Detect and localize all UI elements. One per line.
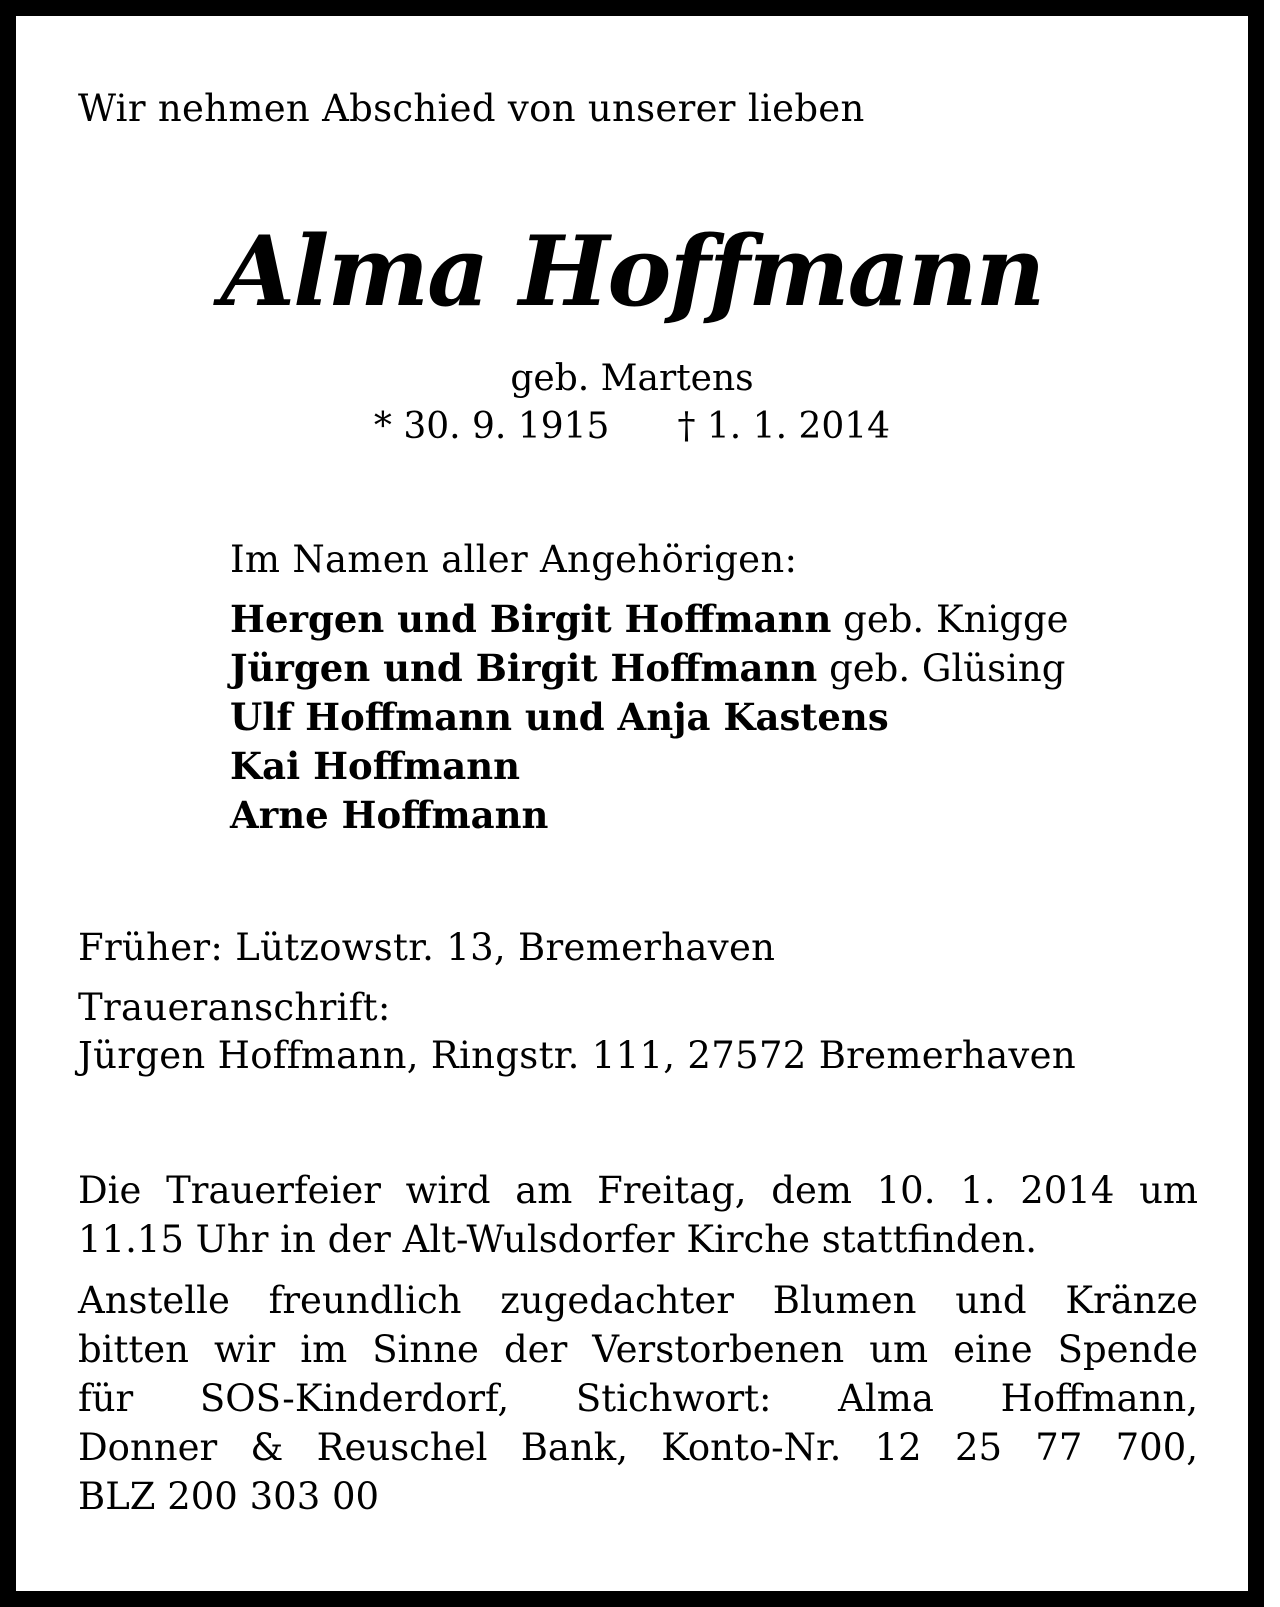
donation-line: für SOS-Kinderdorf, Stichwort: Alma Hoffmann, xyxy=(78,1377,1198,1420)
deceased-name: Alma Hoffmann xyxy=(220,215,1044,328)
former-address: Früher: Lützowstr. 13, Bremerhaven xyxy=(78,926,776,969)
relative-names: Kai Hoffmann xyxy=(230,744,521,788)
donation-line: Donner & Reuschel Bank, Konto-Nr. 12 25 77 700, xyxy=(78,1426,1198,1469)
maiden-name: geb. Martens xyxy=(510,358,754,399)
relative-entry xyxy=(230,791,1069,840)
relative-names: Ulf Hoffmann und Anja Kastens xyxy=(230,695,889,739)
life-dates xyxy=(0,404,1264,450)
relative-names: Arne Hoffmann xyxy=(230,793,549,837)
death-date: † 1. 1. 2014 xyxy=(677,406,891,447)
donation-line: bitten wir im Sinne der Verstorbenen um eine Spende xyxy=(78,1328,1198,1371)
relative-entry xyxy=(230,644,1069,693)
mourning-address-label: Traueranschrift: xyxy=(78,986,391,1029)
donation-paragraph xyxy=(78,1276,1198,1521)
relatives-intro: Im Namen aller Angehörigen: xyxy=(230,538,798,581)
intro-line: Wir nehmen Abschied von unserer lieben xyxy=(78,87,865,130)
border-bottom xyxy=(0,1591,1264,1607)
ceremony-line: 11.15 Uhr in der Alt-Wulsdorfer Kirche stattfinden. xyxy=(78,1218,1038,1261)
relative-names: Hergen und Birgit Hoffmann xyxy=(230,597,832,641)
donation-line: Anstelle freundlich zugedachter Blumen und Kränze xyxy=(78,1279,1198,1322)
relative-suffix: geb. Glüsing xyxy=(817,647,1066,690)
relative-entry xyxy=(230,693,1069,742)
ceremony-line: Die Trauerfeier wird am Freitag, dem 10. 1. 2014 um xyxy=(78,1169,1198,1212)
border-top xyxy=(0,0,1264,16)
relative-entry xyxy=(230,742,1069,791)
birth-date: * 30. 9. 1915 xyxy=(373,406,610,447)
relative-suffix: geb. Knigge xyxy=(831,598,1069,641)
relatives-list xyxy=(230,595,1069,840)
relative-entry xyxy=(230,595,1069,644)
mourning-address: Jürgen Hoffmann, Ringstr. 111, 27572 Bremerhaven xyxy=(78,1034,1076,1077)
relative-names: Jürgen und Birgit Hoffmann xyxy=(230,646,818,690)
ceremony-paragraph xyxy=(78,1166,1198,1264)
donation-line: BLZ 200 303 00 xyxy=(78,1475,380,1518)
